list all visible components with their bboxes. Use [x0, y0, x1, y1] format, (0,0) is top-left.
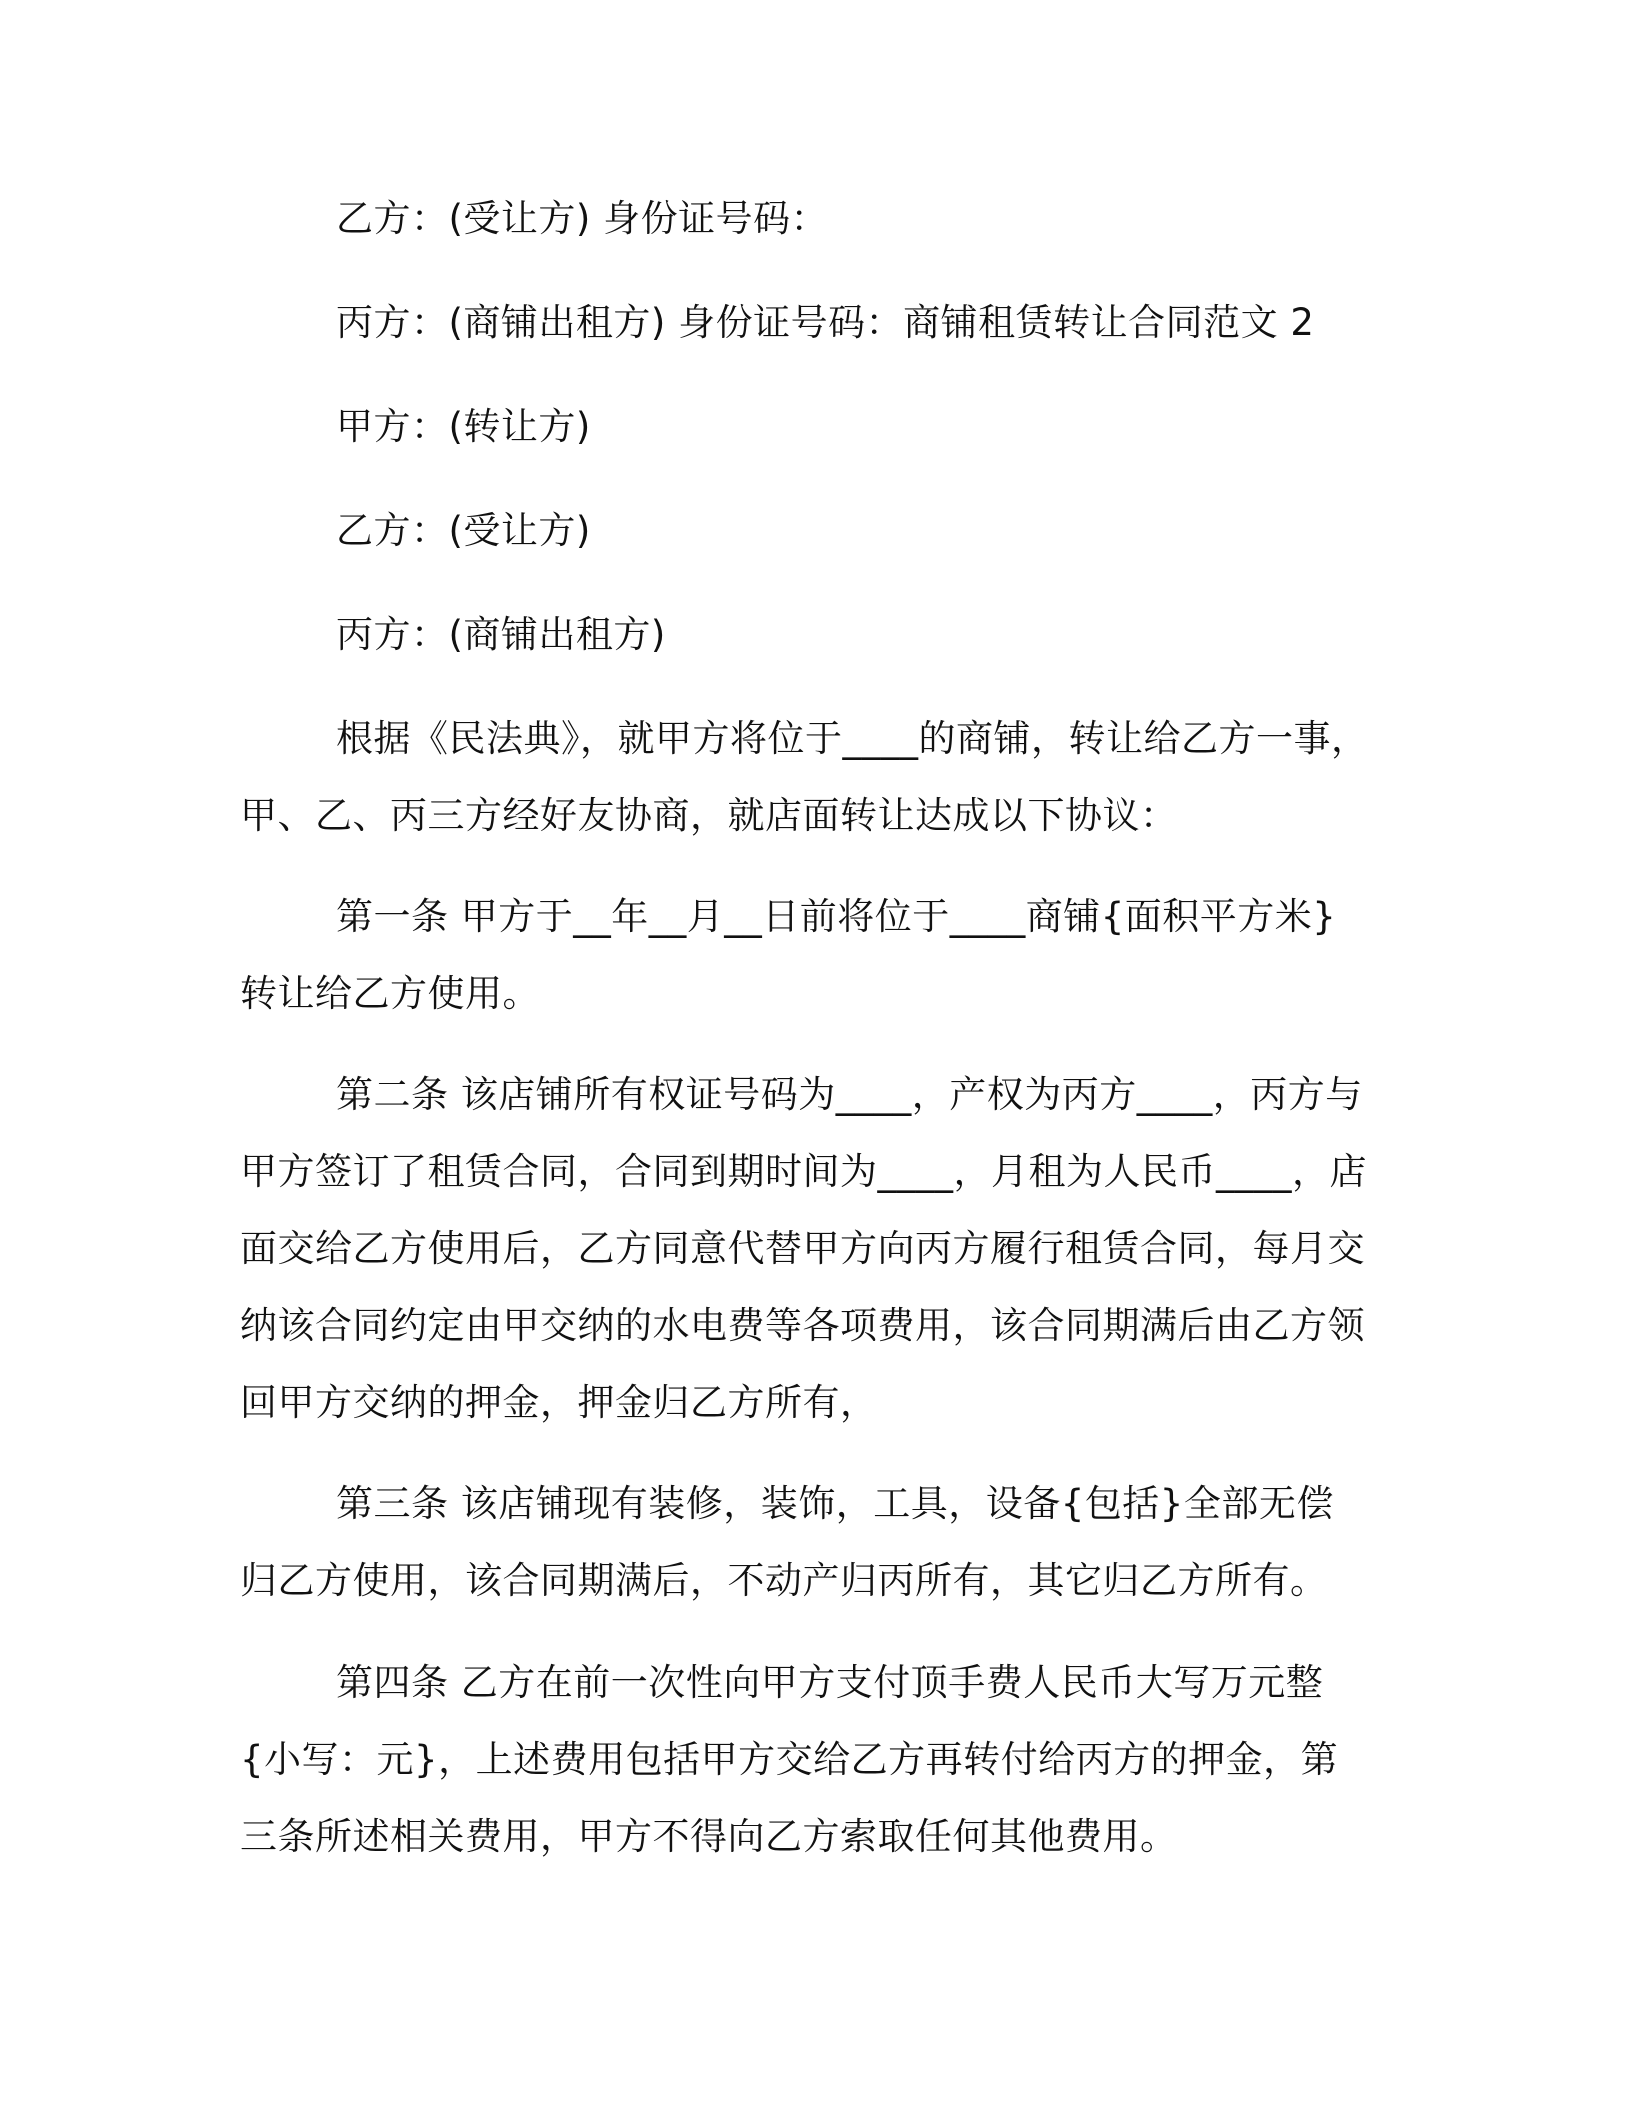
paragraph-party-b: 乙方：(受让方) — [336, 509, 591, 552]
paragraph-party-b-id: 乙方：(受让方) 身份证号码： — [336, 197, 829, 240]
paragraph-party-a: 甲方：(转让方) — [336, 405, 591, 448]
paragraph-article-4: 第四条 乙方在前一次性向甲方支付顶手费人民币大写万元整{小写：元}，上述费用包括甲方交给乙方再转付给丙方的押金，第三条所述相关费用，甲方不得向乙方索取任何其他费用。 — [240, 1661, 1339, 1858]
paragraph-preamble: 根据《民法典》，就甲方将位于____的商铺，转让给乙方一事，甲、乙、丙三方经好友协商，就店面转让达成以下协议： — [240, 717, 1369, 837]
paragraph-article-1: 第一条 甲方于__年__月__日前将位于____商铺{面积平方米}转让给乙方使用。 — [240, 895, 1337, 1015]
paragraph-party-c: 丙方：(商铺出租方) — [336, 613, 666, 656]
paragraph-article-3: 第三条 该店铺现有装修，装饰，工具，设备{包括}全部无偿归乙方使用，该合同期满后，不动产归丙所有，其它归乙方所有。 — [240, 1482, 1334, 1602]
paragraph-article-2: 第二条 该店铺所有权证号码为____，产权为丙方____，丙方与甲方签订了租赁合同，合同到期时间为____，月租为人民币____，店面交给乙方使用后，乙方同意代替甲方向丙方履行租赁合同，每月交纳该合同约定由甲交纳的水电费等各项费用，该合同期满后由乙方领回甲方交纳的押金，押金归乙方所有， — [240, 1073, 1367, 1424]
paragraph-party-c-id: 丙方：(商铺出租方) 身份证号码：商铺租赁转让合同范文 2 — [336, 301, 1315, 344]
